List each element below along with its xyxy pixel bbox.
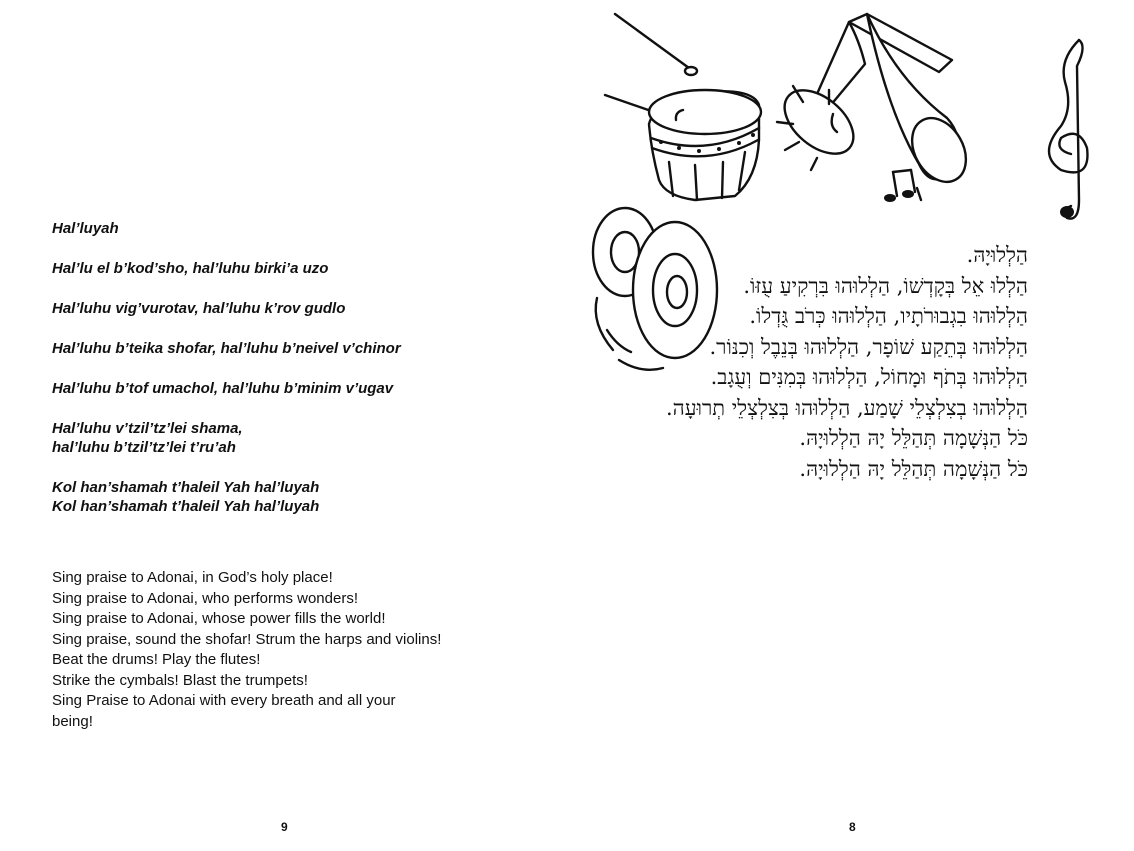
hebrew-line: הַלְלוּהוּ בְּתֵקַע שׁוֹפָר, הַלְלוּהוּ בְּנֵבֶל וְכִנּוֹר. [709,334,1028,359]
translation-line: being! [52,712,93,730]
translation-line: Sing Praise to Adonai with every breath and all your [52,692,396,709]
right-page [567,0,1134,851]
translation-block [52,568,542,732]
translation-line: Sing praise, sound the shofar! Strum the harps and violins! [52,630,442,648]
translit-verse: Hal’luhu v’tzil’tz’lei shama, hal’luhu b’tzil’tz’lei t’ru’ah [52,420,243,456]
treble-clef-icon [1049,40,1087,219]
hebrew-line: כֹּל הַנְּשָׁמָה תְּהַלֵּל יָהּ הַלְלוּיָהּ. [799,426,1028,450]
translation-line: Beat the drums! Play the flutes! [52,651,261,668]
page-number: 8 [849,820,856,834]
translation-line: Sing praise to Adonai, whose power fills the world! [52,610,386,627]
hebrew-line: הַלְלוּהוּ בְצִלְצְלֵי שָׁמַע, הַלְלוּהוּ בְּצִלְצְלֵי תְרוּעָה. [665,395,1028,420]
page-number: 9 [281,820,288,834]
transliteration-block [52,219,522,537]
translit-verse: Hal’luhu vig’vurotav, hal’luhu k’rov gudlo [52,300,346,317]
hebrew-line: הַלְלוּיָהּ. [966,243,1028,267]
translit-verse: Hal’luhu b’tof umachol, hal’luhu b’minim v’ugav [52,380,394,397]
translit-verse: Hal’lu el b’kod’sho, hal’luhu birki’a uzo [52,260,329,277]
translit-verse: Kol han’shamah t’haleil Yah hal’luyah Kol han’shamah t’haleil Yah hal’luyah [52,479,320,515]
hebrew-line: הַלְלוּהוּ בִגְבוּרֹתָיו, הַלְלוּהוּ כְּרֹב גֻּדְלוֹ. [749,304,1028,328]
translit-verse: Hal’luyah [52,220,119,237]
trumpets-icon [773,14,977,202]
hebrew-text [633,240,1028,484]
translation-line: Sing praise to Adonai, who performs wonders! [52,589,358,607]
drum-icon [605,14,761,200]
translit-verse: Hal’luhu b’teika shofar, hal’luhu b’neivel v’chinor [52,340,401,357]
translation-line: Strike the cymbals! Blast the trumpets! [52,671,308,689]
hebrew-line: כֹּל הַנְּשָׁמָה תְּהַלֵּל יָהּ הַלְלוּיָהּ. [799,456,1028,481]
translation-line: Sing praise to Adonai, in God’s holy place! [52,569,333,586]
hebrew-line: הַלְלוּ אֵל בְּקָדְשׁוֹ, הַלְלוּהוּ בִּרְקִיעַ עֻזּוֹ. [743,273,1028,298]
hebrew-line: הַלְלוּהוּ בְּתֹף וּמָחוֹל, הַלְלוּהוּ בְּמִנִּים וְעֻגָב. [710,365,1028,389]
